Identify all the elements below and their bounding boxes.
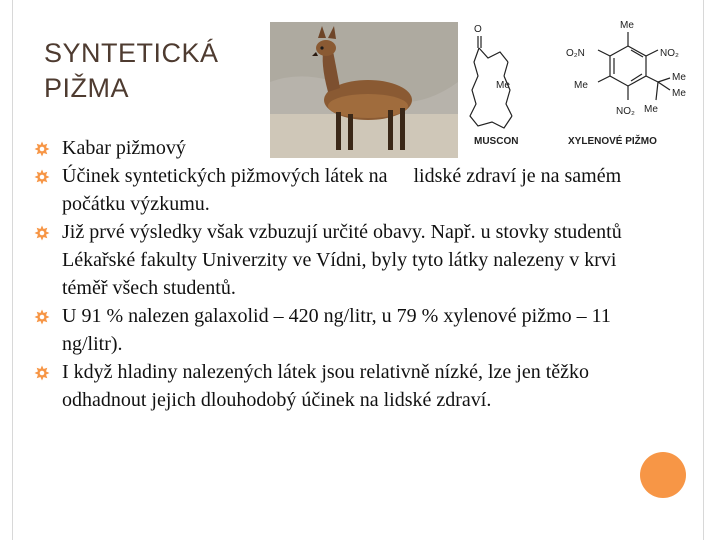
atom-o2n: O₂N	[566, 48, 585, 59]
musk-xylene-structure	[598, 32, 670, 100]
bullet-text: U 91 % nalezen galaxolid – 420 ng/litr, u 79 % xylenové pižmo – 11 ng/litr).	[62, 305, 611, 355]
atom-me-muscone: Me	[496, 80, 510, 91]
slide-frame-right	[703, 0, 704, 540]
atom-o: O	[474, 24, 482, 35]
slide-title	[44, 36, 274, 106]
bullet-text: Již prvé výsledky však vzbuzují určité obavy. Např. u stovky studentů Lékařské fakulty Univerzity ve Vídni, byly tyto látky nalezeny v krvi téměř všech studentů.	[62, 221, 622, 299]
bullet-item	[34, 218, 634, 302]
atom-me-right-2: Me	[672, 88, 686, 99]
atom-me-top: Me	[620, 20, 634, 31]
atom-me-left: Me	[574, 80, 588, 91]
bullet-item	[34, 302, 634, 358]
bullet-text-part-a: Účinek syntetických pižmových látek na	[62, 165, 388, 187]
gear-flower-icon	[34, 225, 50, 241]
gear-flower-icon	[34, 141, 50, 157]
bullet-item	[34, 134, 634, 162]
gear-flower-icon	[34, 169, 50, 185]
bullet-list	[34, 134, 634, 414]
gear-flower-icon	[34, 309, 50, 325]
atom-me-bottom: Me	[644, 104, 658, 115]
gear-flower-icon	[34, 365, 50, 381]
title-line-1: SYNTETICKÁ	[44, 38, 219, 68]
slide-frame-left	[12, 0, 13, 540]
decorative-orange-circle	[640, 452, 686, 498]
atom-no2-bottom: NO₂	[616, 106, 635, 117]
bullet-item	[34, 358, 634, 414]
title-line-2: PIŽMA	[44, 73, 130, 103]
xylene-musk-label: XYLENOVÉ PIŽMO	[568, 136, 657, 147]
atom-no2-right: NO₂	[660, 48, 679, 59]
bullet-item	[34, 162, 634, 218]
atom-me-right-1: Me	[672, 72, 686, 83]
bullet-text-part-b: lidské zdraví je na samém počátku výzkumu.	[62, 165, 622, 215]
bullet-text: Kabar pižmový	[62, 137, 186, 159]
muscon-label: MUSCON	[474, 136, 519, 147]
bullet-text: I když hladiny nalezených látek jsou relativně nízké, lze jen těžko odhadnout jejich dlouhodobý účinek na lidské zdraví.	[62, 361, 590, 411]
